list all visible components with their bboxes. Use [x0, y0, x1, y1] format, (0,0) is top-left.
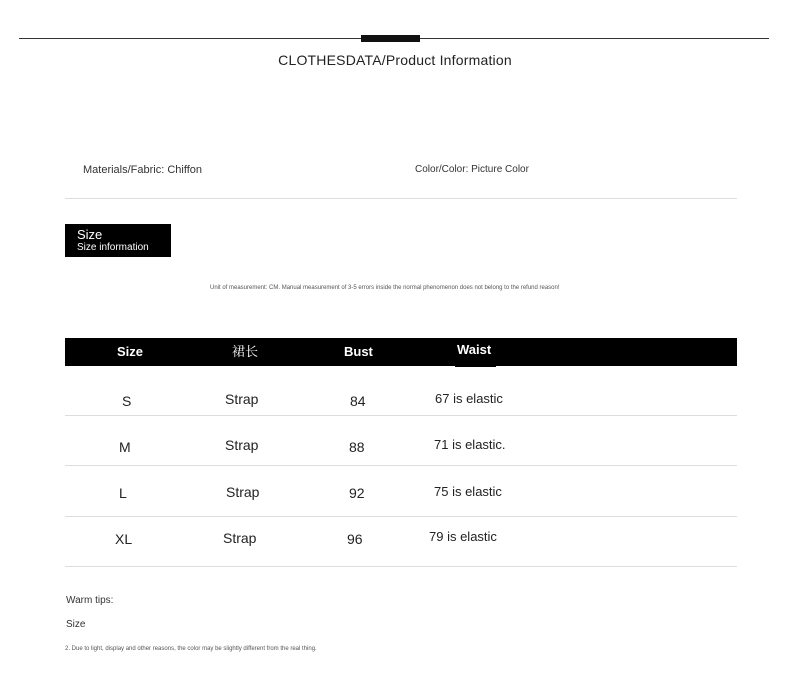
unit-note: Unit of measurement: CM. Manual measurement of 3-5 errors inside the normal phenomenon does not belong to the refund reason!: [210, 285, 560, 291]
row-xl-size: XL: [115, 531, 133, 547]
page-title: CLOTHESDATA/Product Information: [278, 52, 512, 68]
color-disclaimer: 2. Due to light, display and other reasons, the color may be slightly different from the real thing.: [65, 646, 317, 652]
row-xl-length: Strap: [223, 530, 257, 546]
material-info: [83, 164, 202, 176]
row-m-waist: 71 is elastic.: [434, 437, 506, 452]
header-bust: Bust: [344, 344, 373, 359]
row-l-waist: 75 is elastic: [434, 484, 502, 499]
row-s-waist: 67 is elastic: [435, 391, 503, 406]
material-value: Chiffon: [167, 164, 203, 176]
row-s-bust: 84: [350, 393, 366, 409]
row-m-size: M: [119, 439, 131, 455]
top-divider-tab: [361, 35, 420, 42]
waist-header-underline: [455, 365, 496, 367]
row-divider: [65, 415, 737, 416]
info-divider: [65, 198, 737, 199]
row-m-bust: 88: [349, 439, 365, 455]
size-table-header: [65, 338, 737, 366]
row-divider: [65, 566, 737, 567]
row-xl-bust: 96: [347, 531, 363, 547]
row-m-length: Strap: [225, 437, 259, 453]
color-value: Picture Color: [471, 164, 529, 175]
row-xl-waist: 79 is elastic: [429, 529, 497, 544]
size-section-heading: [65, 224, 171, 257]
size-heading-title: Size: [77, 227, 103, 242]
warm-tips-label: Warm tips:: [66, 595, 114, 606]
row-divider: [65, 516, 737, 517]
warm-tips-size: Size: [66, 619, 86, 630]
row-l-size: L: [119, 485, 127, 501]
row-l-length: Strap: [226, 484, 260, 500]
size-heading-subtitle: Size information: [77, 242, 149, 253]
color-label: Color/Color:: [415, 164, 469, 175]
row-s-length: Strap: [225, 391, 259, 407]
row-l-bust: 92: [349, 485, 365, 501]
color-info: [415, 164, 529, 175]
header-length: 裙长: [232, 344, 259, 359]
row-divider: [65, 465, 737, 466]
header-size: Size: [117, 344, 144, 359]
row-s-size: S: [122, 393, 132, 409]
material-label: Materials/Fabric:: [83, 164, 165, 176]
header-waist: Waist: [457, 342, 492, 357]
